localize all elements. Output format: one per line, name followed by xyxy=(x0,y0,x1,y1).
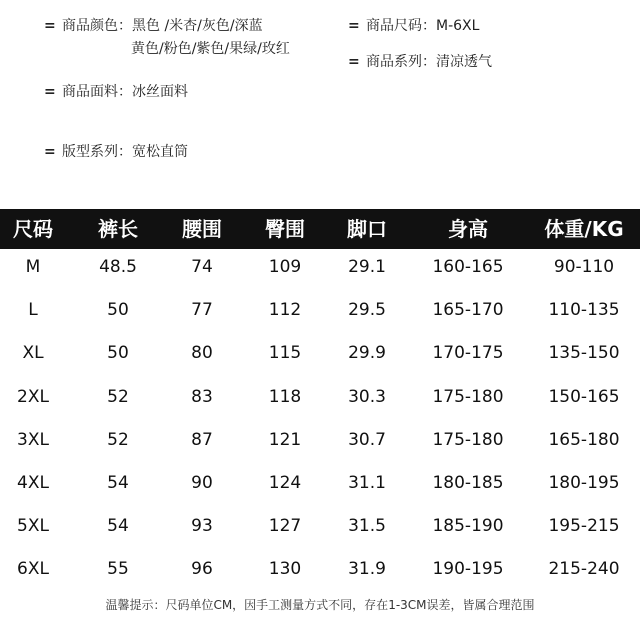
bullet-icon: = xyxy=(348,18,360,34)
table-cell: 30.3 xyxy=(348,386,386,407)
table-cell: 54 xyxy=(107,473,129,493)
table-cell: 165-170 xyxy=(432,300,504,321)
table-cell: 52 xyxy=(107,386,129,407)
color-value-line2: 黄色/粉色/紫色/果绿/玫红 xyxy=(131,41,290,57)
table-row xyxy=(0,376,640,419)
series-label: 商品系列： xyxy=(366,54,436,70)
table-cell: 31.9 xyxy=(348,559,386,580)
table-cell: 31.1 xyxy=(348,473,386,493)
table-cell: 185-190 xyxy=(432,516,504,537)
table-cell: M xyxy=(25,257,41,277)
table-cell: 6XL xyxy=(17,559,49,580)
header-hem: 脚口 xyxy=(347,217,387,241)
table-cell: 150-165 xyxy=(548,386,620,407)
fabric-label: 商品面料： xyxy=(62,84,132,100)
table-row xyxy=(0,505,640,548)
table-cell: 50 xyxy=(107,300,129,321)
table-row xyxy=(0,548,640,591)
table-cell: 135-150 xyxy=(548,343,620,364)
table-row xyxy=(0,289,640,332)
table-cell: 112 xyxy=(268,300,302,321)
table-cell: 29.1 xyxy=(348,257,386,277)
size-value: M-6XL xyxy=(436,18,480,34)
table-cell: 96 xyxy=(191,559,213,580)
table-cell: 2XL xyxy=(17,386,49,407)
bullet-icon: = xyxy=(44,144,56,160)
footnote: 温馨提示：尺码单位CM，因手工测量方式不同，存在1-3CM误差，皆属合理范围 xyxy=(105,598,535,612)
bullet-icon: = xyxy=(44,84,56,100)
table-cell: 55 xyxy=(107,559,129,580)
bullet-icon: = xyxy=(44,18,56,34)
fabric-value: 冰丝面料 xyxy=(132,84,188,100)
series-value: 清凉透气 xyxy=(436,54,492,70)
size-table-header xyxy=(0,209,640,249)
table-cell: 215-240 xyxy=(548,559,620,580)
fit-label: 版型系列： xyxy=(62,144,132,160)
table-cell: 90-110 xyxy=(553,257,615,277)
table-row xyxy=(0,246,640,289)
table-cell: 50 xyxy=(107,343,129,364)
color-value-line1: 黑色 /米杏/灰色/深蓝 xyxy=(132,18,263,34)
header-waist: 腰围 xyxy=(182,217,222,241)
table-cell: 118 xyxy=(268,386,302,407)
table-cell: 160-165 xyxy=(432,257,504,277)
table-cell: 115 xyxy=(268,343,302,364)
bullet-icon: = xyxy=(348,54,360,70)
header-size: 尺码 xyxy=(13,217,53,241)
size-label: 商品尺码： xyxy=(366,18,436,34)
info-color xyxy=(44,16,263,36)
table-cell: 4XL xyxy=(17,473,49,493)
table-cell: XL xyxy=(22,343,44,364)
table-cell: 5XL xyxy=(17,516,49,537)
header-hip: 臀围 xyxy=(265,217,305,241)
table-cell: L xyxy=(28,300,38,321)
table-cell: 175-180 xyxy=(432,386,504,407)
header-height: 身高 xyxy=(448,217,488,241)
table-cell: 195-215 xyxy=(548,516,620,537)
table-cell: 165-180 xyxy=(548,429,620,450)
info-fabric xyxy=(44,82,188,102)
table-cell: 83 xyxy=(191,386,213,407)
table-cell: 93 xyxy=(191,516,213,537)
table-cell: 90 xyxy=(191,473,213,493)
table-row xyxy=(0,419,640,462)
info-series xyxy=(348,52,492,72)
table-cell: 30.7 xyxy=(348,429,386,450)
table-cell: 127 xyxy=(268,516,302,537)
table-cell: 3XL xyxy=(17,429,49,450)
table-cell: 31.5 xyxy=(348,516,386,537)
table-cell: 80 xyxy=(191,343,213,364)
table-cell: 180-185 xyxy=(432,473,504,493)
table-cell: 54 xyxy=(107,516,129,537)
header-weight: 体重/KG xyxy=(544,217,624,241)
table-cell: 121 xyxy=(268,429,302,450)
table-cell: 180-195 xyxy=(548,473,620,493)
table-cell: 48.5 xyxy=(99,257,137,277)
color-label: 商品颜色： xyxy=(62,18,132,34)
fit-value: 宽松直筒 xyxy=(132,144,188,160)
table-cell: 124 xyxy=(268,473,302,493)
table-cell: 87 xyxy=(191,429,213,450)
table-cell: 74 xyxy=(191,257,213,277)
table-cell: 170-175 xyxy=(432,343,504,364)
info-size xyxy=(348,16,479,36)
table-cell: 190-195 xyxy=(432,559,504,580)
table-cell: 77 xyxy=(191,300,213,321)
table-cell: 29.5 xyxy=(348,300,386,321)
table-cell: 175-180 xyxy=(432,429,504,450)
header-length: 裤长 xyxy=(98,217,138,241)
table-row xyxy=(0,462,640,505)
table-row xyxy=(0,332,640,375)
info-fit xyxy=(44,142,188,162)
table-cell: 109 xyxy=(268,257,302,277)
table-cell: 29.9 xyxy=(348,343,386,364)
table-cell: 110-135 xyxy=(548,300,620,321)
table-cell: 52 xyxy=(107,429,129,450)
table-cell: 130 xyxy=(268,559,302,580)
